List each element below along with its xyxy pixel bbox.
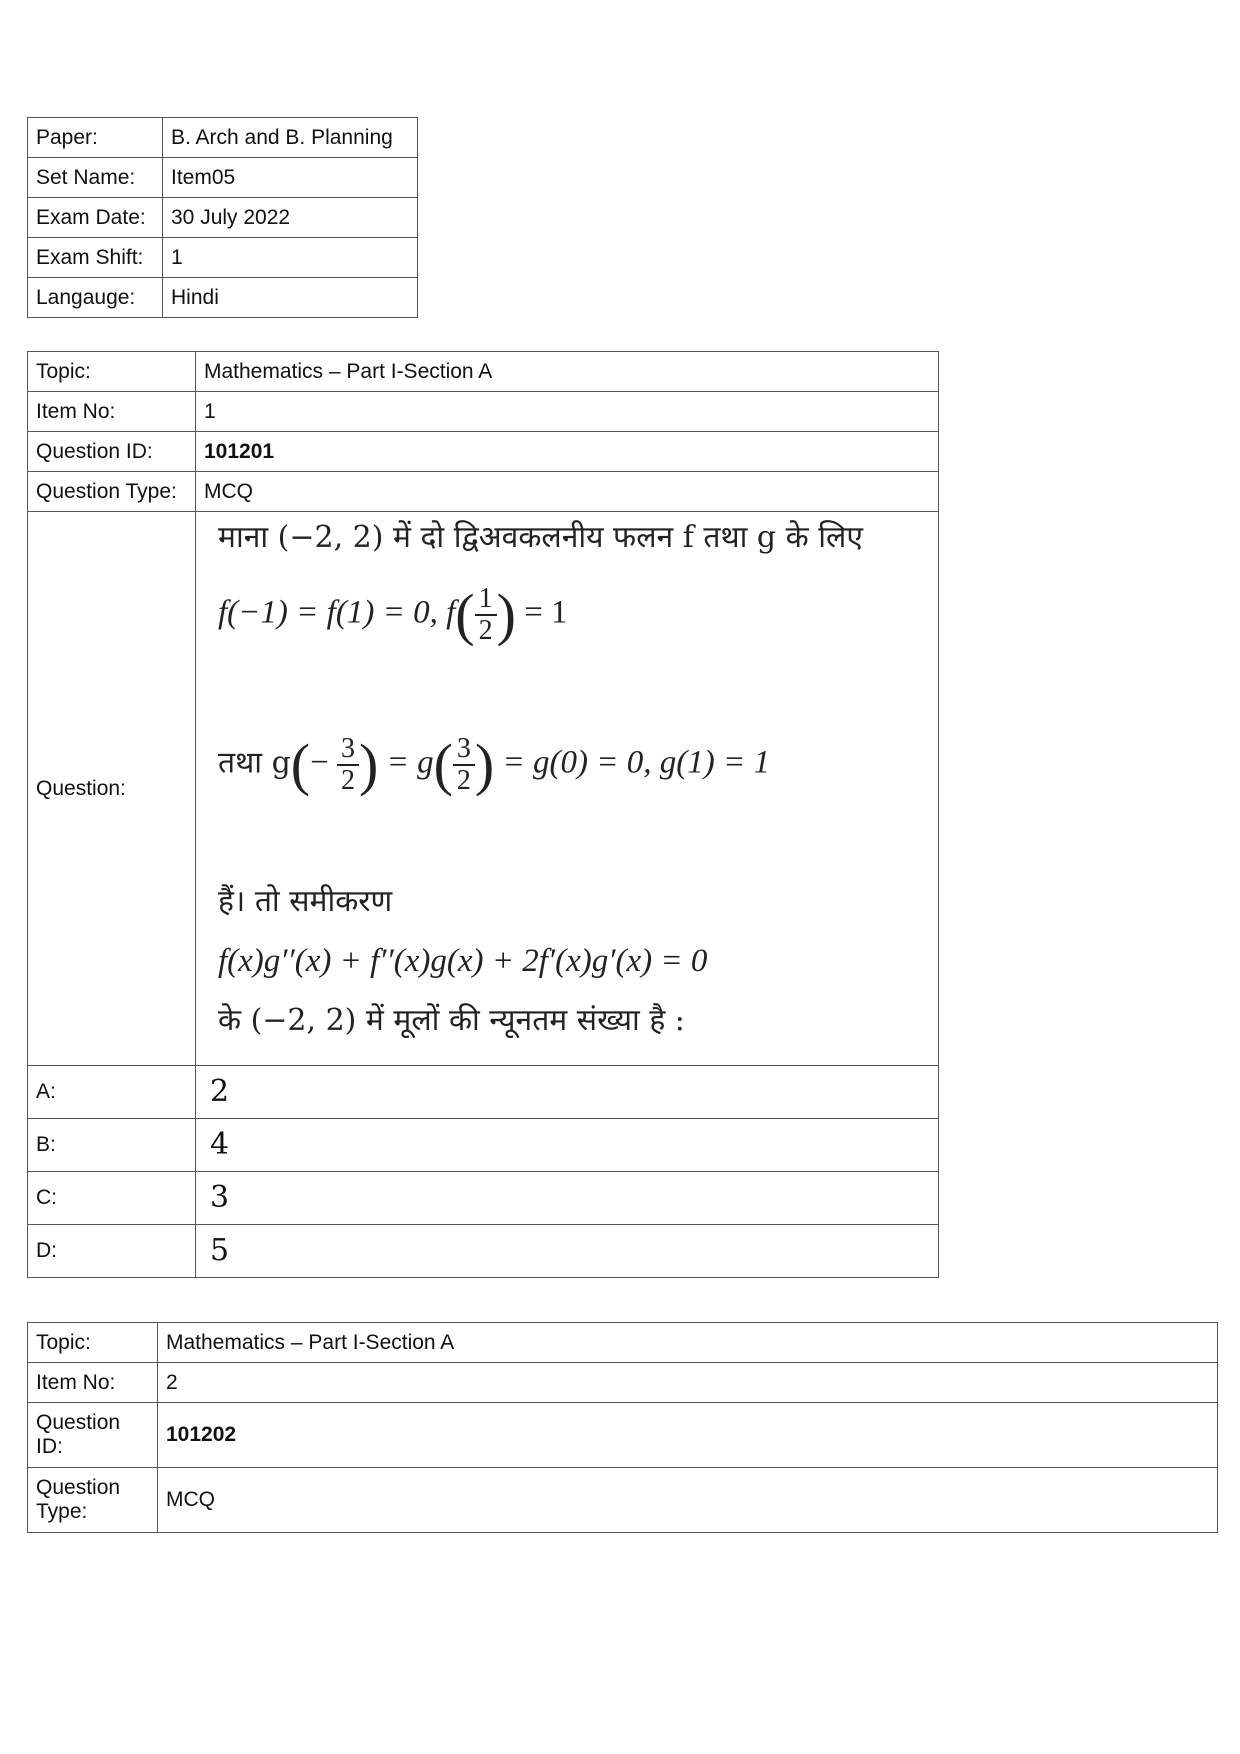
meta-value: 1 — [163, 238, 418, 278]
question-line-2-end: = 1 — [524, 594, 568, 631]
q2-id-label: Question ID: — [28, 1403, 158, 1468]
meta-label: Exam Shift: — [28, 238, 163, 278]
option-value: 3 — [196, 1172, 939, 1225]
question-2-table — [27, 1322, 1218, 1533]
exam-meta-table — [27, 117, 418, 318]
question-line-6: के (−2, 2) में मूलों की न्यूनतम संख्या है : — [218, 1003, 685, 1038]
fraction-denominator: 2 — [478, 615, 493, 646]
q2-topic-label: Topic: — [28, 1323, 158, 1363]
q2-type-value: MCQ — [158, 1468, 1218, 1533]
question-line-2: f(−1) = f(1) = 0, f( $\frac{1}{2}$ ) = 1 — [218, 582, 568, 647]
fraction-numerator: 1 — [475, 584, 497, 616]
fraction-denominator: 2 — [340, 765, 355, 796]
q1-id-label: Question ID: — [28, 432, 196, 472]
meta-value: Hindi — [163, 278, 418, 318]
meta-row-set-name — [28, 158, 418, 198]
question-equation: f(x)g′′(x) + f′′(x)g(x) + 2f′(x)g′(x) = 0 — [218, 943, 708, 979]
q1-id-value: 101201 — [196, 432, 939, 472]
question-line-3: तथा g(− $\frac{3}{2}$ ) = g( $\frac{3}{2}$ ) = g(0) = 0, g(1) = 1 — [218, 732, 771, 797]
q2-item-value: 2 — [158, 1363, 1218, 1403]
q1-question-body — [196, 512, 939, 1066]
meta-row-language — [28, 278, 418, 318]
q1-item-value: 1 — [196, 392, 939, 432]
q1-type-value: MCQ — [196, 472, 939, 512]
q1-option-a — [28, 1066, 939, 1119]
meta-value: 30 July 2022 — [163, 198, 418, 238]
q1-question-label: Question: — [28, 512, 196, 1066]
q1-item-label: Item No: — [28, 392, 196, 432]
q2-topic-value: Mathematics – Part I-Section A — [158, 1323, 1218, 1363]
q2-id-row — [28, 1403, 1218, 1468]
fraction-three-halves-negative — [337, 734, 359, 796]
q1-type-label: Question Type: — [28, 472, 196, 512]
q1-id-row — [28, 432, 939, 472]
option-label: B: — [28, 1119, 196, 1172]
q2-type-row — [28, 1468, 1218, 1533]
fraction-denominator: 2 — [456, 765, 471, 796]
meta-label: Paper: — [28, 118, 163, 158]
q2-type-label: Question Type: — [28, 1468, 158, 1533]
minus-sign: − — [310, 744, 329, 781]
question-line-2-start: f(−1) = f(1) = 0, f — [218, 594, 456, 631]
question-line-1: माना (−2, 2) में दो द्विअवकलनीय फलन f तथा g के लिए — [218, 520, 863, 555]
fraction-one-half — [475, 584, 497, 646]
fraction-numerator: 3 — [453, 734, 475, 766]
fraction-numerator: 3 — [337, 734, 359, 766]
q1-question-row — [28, 512, 939, 1066]
option-label: D: — [28, 1225, 196, 1278]
option-label: C: — [28, 1172, 196, 1225]
meta-label: Set Name: — [28, 158, 163, 198]
q1-type-row — [28, 472, 939, 512]
meta-value: Item05 — [163, 158, 418, 198]
q1-topic-label: Topic: — [28, 352, 196, 392]
meta-row-paper — [28, 118, 418, 158]
meta-row-exam-shift — [28, 238, 418, 278]
q1-item-row — [28, 392, 939, 432]
option-value: 5 — [196, 1225, 939, 1278]
q2-item-row — [28, 1363, 1218, 1403]
q1-option-b — [28, 1119, 939, 1172]
question-line-3-middle: = g — [386, 744, 434, 781]
q1-topic-value: Mathematics – Part I-Section A — [196, 352, 939, 392]
q2-id-value: 101202 — [158, 1403, 1218, 1468]
meta-label: Exam Date: — [28, 198, 163, 238]
q2-item-label: Item No: — [28, 1363, 158, 1403]
meta-value: B. Arch and B. Planning — [163, 118, 418, 158]
q2-topic-row — [28, 1323, 1218, 1363]
meta-label: Langauge: — [28, 278, 163, 318]
meta-row-exam-date — [28, 198, 418, 238]
q1-option-d — [28, 1225, 939, 1278]
question-line-4: हैं। तो समीकरण — [218, 884, 393, 919]
q1-topic-row — [28, 352, 939, 392]
option-value: 2 — [196, 1066, 939, 1119]
question-line-3-start: तथा g — [218, 745, 291, 781]
question-line-3-end: = g(0) = 0, g(1) = 1 — [502, 744, 771, 781]
fraction-three-halves — [453, 734, 475, 796]
question-1-table — [27, 351, 939, 1278]
q1-option-c — [28, 1172, 939, 1225]
option-value: 4 — [196, 1119, 939, 1172]
option-label: A: — [28, 1066, 196, 1119]
